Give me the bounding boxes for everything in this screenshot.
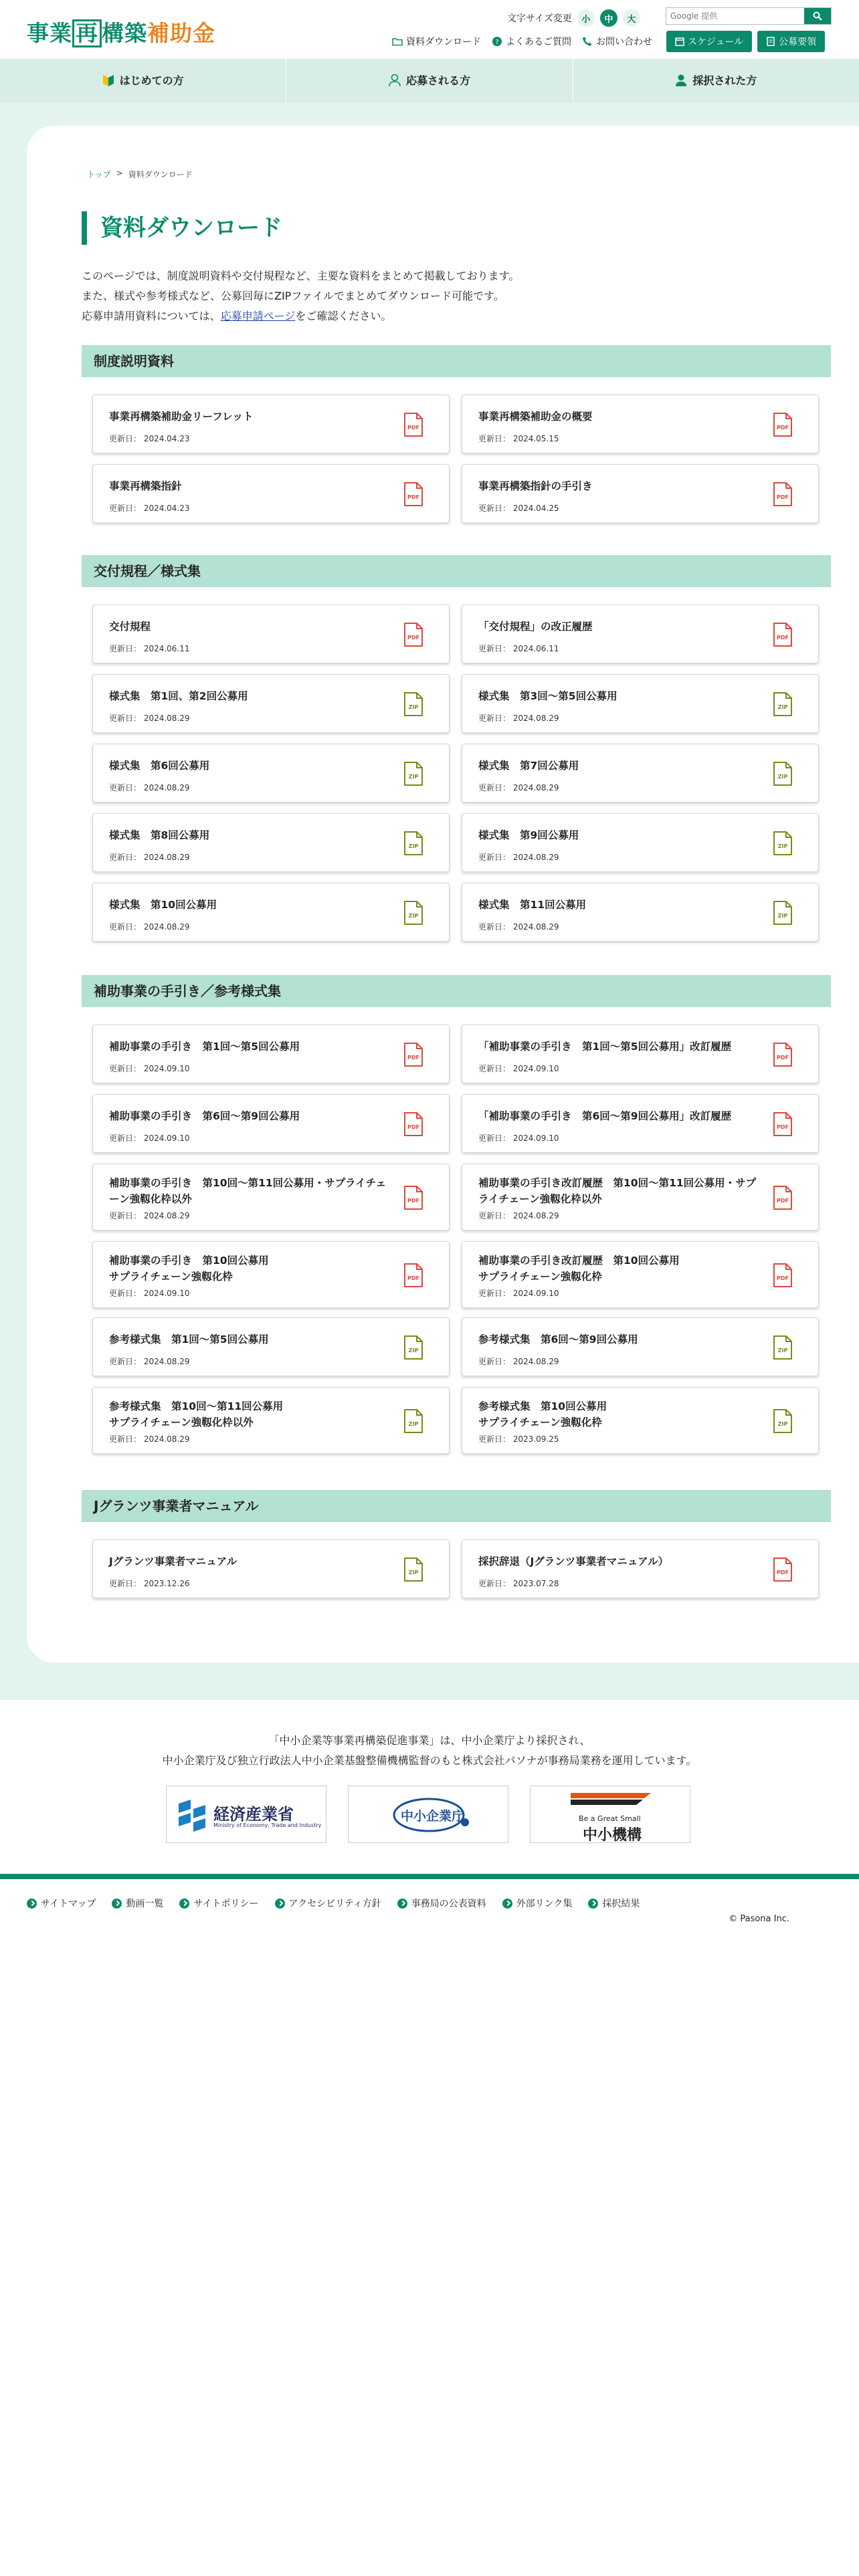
chevron-right-icon (112, 1899, 122, 1909)
footer-link[interactable] (588, 1897, 640, 1910)
file-type-label: ZIP (777, 774, 788, 780)
download-item-title: 様式集 第11回公募用 (478, 899, 587, 911)
download-item[interactable] (462, 1317, 819, 1376)
breadcrumb (87, 169, 193, 180)
download-item[interactable] (462, 883, 819, 942)
footer-divider (0, 1874, 859, 1879)
download-item-date: 更新日： 2023.09.25 (478, 1434, 559, 1444)
nav-item-adopted[interactable] (573, 59, 859, 101)
file-type-label: ZIP (408, 1570, 419, 1576)
file-type-label: ZIP (408, 704, 419, 710)
download-item-title: 補助事業の手引き 第6回～第9回公募用 (109, 1110, 300, 1122)
nav-item-label: はじめての方 (119, 74, 184, 87)
pdf-file-icon (773, 1263, 793, 1287)
download-item-title: 事業再構築補助金リーフレット (109, 411, 254, 423)
download-item[interactable] (92, 674, 450, 733)
smrj-logo-icon (571, 1792, 651, 1812)
download-item-date: 更新日： 2023.12.26 (109, 1579, 190, 1588)
download-item-date: 更新日： 2024.04.23 (109, 434, 190, 443)
question-icon (492, 36, 502, 47)
download-item-date: 更新日： 2024.08.29 (109, 1357, 190, 1366)
download-item[interactable] (462, 605, 819, 663)
zip-file-icon (773, 1409, 793, 1433)
intro-line-2: また、様式や参考様式など、公募回毎にZIPファイルでまとめてダウンロード可能です。 (82, 290, 504, 302)
download-item[interactable] (92, 1094, 450, 1153)
file-type-label: ZIP (777, 1421, 788, 1427)
download-item-title: 参考様式集 第6回～第9回公募用 (478, 1333, 638, 1346)
download-item-date: 更新日： 2024.08.29 (478, 714, 559, 723)
section-heading: Jグランツ事業者マニュアル (82, 1490, 831, 1522)
download-item[interactable] (462, 1025, 819, 1083)
pdf-file-icon (403, 1043, 423, 1067)
page-title: 資料ダウンロード (82, 211, 282, 245)
header-link-label: よくあるご質問 (506, 37, 571, 47)
file-type-label: ZIP (408, 913, 419, 919)
download-item-date: 更新日： 2024.06.11 (109, 644, 190, 653)
download-item[interactable] (92, 1387, 450, 1454)
apply-guidelines-label: 公募要領 (779, 37, 817, 47)
download-item-title: 交付規程 (109, 621, 151, 633)
download-item-title: 事業再構築指針の手引き (478, 480, 593, 492)
svg-text:?: ? (495, 39, 499, 46)
file-type-label: ZIP (777, 843, 788, 849)
font-size-large-button[interactable]: 大 (623, 9, 640, 27)
pdf-file-icon (403, 482, 423, 506)
chevron-right-icon (27, 1899, 37, 1909)
partner-logos (166, 1786, 690, 1843)
pdf-file-icon (773, 1043, 793, 1067)
section-heading: 補助事業の手引き／参考様式集 (82, 975, 831, 1007)
zip-file-icon (403, 1335, 423, 1360)
nav-item-applicants[interactable] (286, 59, 573, 101)
header-link-contact[interactable] (582, 35, 652, 48)
pdf-file-icon (773, 413, 793, 437)
file-type-label: PDF (407, 635, 419, 641)
nav-item-beginners[interactable] (0, 59, 286, 101)
download-item-title: 補助事業の手引き 第10回～第11回公募用・サプライチェーン強靱化枠以外 (109, 1177, 387, 1205)
footer-link[interactable] (397, 1897, 486, 1910)
file-type-label: ZIP (777, 1348, 788, 1354)
download-item-title: 補助事業の手引き改訂履歴 第10回～第11回公募用・サプライチェーン強靱化枠以外 (478, 1177, 757, 1205)
file-type-label: ZIP (777, 913, 788, 919)
header-link-faq[interactable] (492, 35, 571, 48)
download-item-date: 更新日： 2024.09.10 (478, 1064, 559, 1073)
breadcrumb-home-link[interactable]: トップ (87, 170, 111, 179)
phone-icon (582, 36, 593, 47)
intro-text (82, 266, 519, 326)
file-type-label: ZIP (408, 1421, 419, 1427)
file-type-label: PDF (777, 1055, 789, 1061)
file-type-label: PDF (777, 1570, 789, 1576)
chevron-right-icon (502, 1899, 512, 1909)
download-item-date: 更新日： 2023.07.28 (478, 1579, 559, 1588)
footer-link-label: 動画一覧 (126, 1899, 164, 1909)
download-item-date: 更新日： 2024.08.29 (478, 853, 559, 862)
search-input[interactable] (666, 8, 804, 24)
footer-link[interactable] (502, 1897, 573, 1910)
pdf-file-icon (773, 1112, 793, 1136)
chevron-right-icon (397, 1899, 407, 1909)
file-type-label: PDF (777, 494, 789, 500)
pdf-file-icon (403, 1186, 423, 1210)
download-item[interactable] (462, 744, 819, 802)
file-type-label: PDF (407, 494, 419, 500)
header-link-label: 資料ダウンロード (406, 37, 481, 47)
download-item[interactable] (92, 395, 450, 453)
zip-file-icon (403, 831, 423, 855)
pdf-file-icon (773, 1558, 793, 1582)
intro-line-3-post: をご確認ください。 (295, 310, 392, 322)
file-type-label: PDF (777, 1275, 789, 1281)
download-item-title: 補助事業の手引き 第1回～第5回公募用 (109, 1041, 300, 1053)
font-size-switcher (507, 9, 640, 27)
global-nav (0, 59, 859, 102)
download-item[interactable] (462, 1241, 819, 1308)
download-item-date: 更新日： 2024.09.10 (478, 1289, 559, 1298)
download-item-date: 更新日： 2024.09.10 (109, 1064, 190, 1073)
file-type-label: PDF (777, 1124, 789, 1130)
footer-link-label: 採択結果 (602, 1899, 640, 1909)
pdf-file-icon (773, 623, 793, 647)
user-icon (675, 74, 687, 87)
file-type-label: ZIP (408, 1348, 419, 1354)
pdf-file-icon (773, 482, 793, 506)
zip-file-icon (773, 901, 793, 925)
download-item[interactable] (462, 1387, 819, 1454)
download-item[interactable] (92, 813, 450, 872)
site-header (0, 0, 859, 59)
download-item-title: 事業再構築補助金の概要 (478, 411, 593, 423)
download-item-date: 更新日： 2024.08.29 (478, 1211, 559, 1220)
download-item[interactable] (92, 1164, 450, 1230)
download-item-title: 様式集 第3回～第5回公募用 (478, 690, 617, 702)
intro-line-3-pre: 応募申請用資料については、 (82, 310, 221, 322)
download-item-date: 更新日： 2024.04.23 (109, 504, 190, 513)
download-item-date: 更新日： 2024.09.10 (109, 1134, 190, 1143)
document-icon (766, 37, 775, 46)
download-item-date: 更新日： 2024.04.25 (478, 504, 559, 513)
font-size-small-button[interactable]: 小 (577, 9, 595, 27)
download-item-date: 更新日： 2024.08.29 (109, 853, 190, 862)
zip-file-icon (403, 1558, 423, 1582)
download-item-title: 様式集 第10回公募用 (109, 899, 217, 911)
download-item-title: 参考様式集 第10回公募用 サプライチェーン強靱化枠 (478, 1400, 607, 1428)
chevron-right-icon (275, 1899, 285, 1909)
smrj-logo-text: 中小機構 (583, 1827, 642, 1844)
breadcrumb-separator: > (116, 169, 123, 178)
zip-file-icon (403, 1409, 423, 1433)
calendar-icon (675, 37, 684, 46)
download-item[interactable] (92, 464, 450, 523)
zip-file-icon (773, 1335, 793, 1360)
download-item-date: 更新日： 2024.09.10 (478, 1134, 559, 1143)
nav-item-label: 応募される方 (405, 74, 470, 87)
footer-link[interactable] (275, 1897, 381, 1910)
file-type-label: PDF (407, 425, 419, 431)
download-item[interactable] (92, 1241, 450, 1308)
zip-file-icon (403, 901, 423, 925)
download-item[interactable] (92, 744, 450, 802)
download-item[interactable] (92, 1317, 450, 1376)
footer-link[interactable] (179, 1897, 258, 1910)
file-type-label: PDF (407, 1198, 419, 1204)
pdf-file-icon (773, 1186, 793, 1210)
logo-text-3: 補助金 (147, 20, 215, 46)
file-type-label: PDF (777, 425, 789, 431)
schedule-button-label: スケジュール (688, 37, 744, 47)
folder-icon (392, 36, 403, 47)
download-item-date: 更新日： 2024.08.29 (109, 783, 190, 792)
download-item[interactable] (92, 883, 450, 942)
header-buttons (666, 31, 825, 52)
chevron-right-icon (588, 1899, 598, 1909)
download-item-date: 更新日： 2024.08.29 (478, 783, 559, 792)
footer-link-label: 外部リンク集 (516, 1899, 573, 1909)
footer-notice (0, 1731, 859, 1771)
download-item[interactable] (462, 395, 819, 453)
copyright: © Pasona Inc. (729, 1914, 789, 1924)
download-item-date: 更新日： 2024.08.29 (109, 1211, 190, 1220)
file-type-label: PDF (777, 635, 789, 641)
footer-link[interactable] (27, 1897, 96, 1910)
chevron-right-icon (179, 1899, 189, 1909)
download-item-title: 様式集 第7回公募用 (478, 760, 579, 772)
download-item[interactable] (462, 1164, 819, 1230)
schedule-button[interactable] (666, 31, 752, 52)
zip-file-icon (773, 692, 793, 716)
pdf-file-icon (403, 413, 423, 437)
footer-link-label: アクセシビリティ方針 (288, 1899, 381, 1909)
download-item-date: 更新日： 2024.05.15 (478, 434, 559, 443)
header-links (392, 35, 652, 48)
logo-text-2: 構築 (102, 20, 147, 46)
footer-link-label: サイトマップ (41, 1899, 96, 1909)
download-item-date: 更新日： 2024.08.29 (478, 1357, 559, 1366)
download-item-title: 補助事業の手引き改訂履歴 第10回公募用 サプライチェーン強靱化枠 (478, 1255, 680, 1283)
sme-agency-logo-text: 中小企業庁 (401, 1809, 465, 1824)
download-item-date: 更新日： 2024.06.11 (478, 644, 559, 653)
download-item-title: 「補助事業の手引き 第1回～第5回公募用」改訂履歴 (478, 1041, 732, 1053)
download-item[interactable] (462, 464, 819, 523)
download-item-title: 参考様式集 第1回～第5回公募用 (109, 1333, 269, 1346)
download-item[interactable] (92, 605, 450, 663)
meti-logo-icon (176, 1798, 208, 1832)
meti-logo-subtext: Ministry of Economy, Trade and Industry (213, 1822, 322, 1828)
download-item-title: 様式集 第9回公募用 (478, 829, 579, 841)
application-page-link[interactable]: 応募申請ページ (220, 310, 296, 322)
zip-file-icon (403, 692, 423, 716)
file-type-label: PDF (407, 1124, 419, 1130)
search-box (666, 7, 832, 25)
search-button[interactable] (804, 8, 831, 24)
download-item-title: 様式集 第6回公募用 (109, 760, 210, 772)
download-item-date: 更新日： 2024.08.29 (109, 714, 190, 723)
download-item-title: 「補助事業の手引き 第6回～第9回公募用」改訂履歴 (478, 1110, 732, 1122)
file-type-label: PDF (407, 1275, 419, 1281)
site-logo[interactable] (27, 16, 215, 47)
download-item[interactable] (92, 1025, 450, 1083)
nav-item-label: 採択された方 (692, 74, 757, 87)
download-item-title: 採択辞退（Jグランツ事業者マニュアル） (478, 1555, 669, 1568)
user-outline-icon (389, 74, 401, 87)
section-heading: 制度説明資料 (82, 345, 831, 377)
download-item-title: 様式集 第1回、第2回公募用 (109, 690, 248, 702)
download-item[interactable] (462, 674, 819, 733)
zip-file-icon (773, 762, 793, 786)
header-link-label: お問い合わせ (596, 37, 652, 47)
footer-link-label: サイトポリシー (193, 1899, 259, 1909)
search-icon (813, 11, 822, 21)
footer-link[interactable] (112, 1897, 163, 1910)
footer-link-label: 事務局の公表資料 (411, 1899, 486, 1909)
pdf-file-icon (403, 623, 423, 647)
download-item-date: 更新日： 2024.08.29 (478, 922, 559, 932)
download-item[interactable] (462, 1539, 819, 1598)
sme-agency-logo-link[interactable] (348, 1786, 508, 1843)
meti-logo-text: 経済産業省 (213, 1805, 294, 1824)
footer-links (27, 1897, 640, 1910)
intro-line-3 (82, 306, 519, 326)
footer-notice-line-1: 「中小企業等事業再構築促進事業」は、中小企業庁より採択され、 (268, 1734, 591, 1747)
download-item-title: Jグランツ事業者マニュアル (109, 1555, 237, 1568)
download-item[interactable] (462, 1094, 819, 1153)
download-item-title: 参考様式集 第10回～第11回公募用 サプライチェーン強靱化枠以外 (109, 1400, 284, 1428)
smrj-logo-tagline: Be a Great Small (579, 1814, 641, 1823)
file-type-label: ZIP (408, 843, 419, 849)
download-item-title: 様式集 第8回公募用 (109, 829, 210, 841)
beginner-mark-icon (102, 74, 114, 87)
font-size-medium-button[interactable]: 中 (600, 9, 617, 27)
smrj-logo-link[interactable] (530, 1786, 690, 1843)
file-type-label: PDF (407, 1055, 419, 1061)
footer-notice-line-2: 中小企業庁及び独立行政法人中小企業基盤整備機構監督のもと株式会社パソナが事務局業務を運用しています。 (162, 1754, 697, 1767)
download-item[interactable] (462, 813, 819, 872)
zip-file-icon (773, 831, 793, 855)
file-type-label: ZIP (408, 774, 419, 780)
download-item-date: 更新日： 2024.08.29 (109, 1434, 190, 1444)
apply-guidelines-button[interactable] (757, 31, 825, 52)
meti-logo-link[interactable] (166, 1786, 326, 1843)
download-item-date: 更新日： 2024.09.10 (109, 1289, 190, 1298)
download-item-title: 「交付規程」の改正履歴 (478, 621, 593, 633)
zip-file-icon (403, 762, 423, 786)
logo-text-1: 事業 (27, 20, 72, 46)
header-link-downloads[interactable] (392, 35, 481, 48)
file-type-label: PDF (777, 1198, 789, 1204)
file-type-label: ZIP (777, 704, 788, 710)
download-item-title: 事業再構築指針 (109, 480, 182, 492)
intro-line-1: このページでは、制度説明資料や交付規程など、主要な資料をまとめて掲載しております。 (82, 270, 520, 282)
breadcrumb-current: 資料ダウンロード (128, 170, 193, 179)
pdf-file-icon (403, 1263, 423, 1287)
download-item-date: 更新日： 2024.08.29 (109, 922, 190, 932)
font-size-label: 文字サイズ変更 (507, 13, 572, 24)
pdf-file-icon (403, 1112, 423, 1136)
logo-text-box: 再 (72, 19, 102, 47)
section-heading: 交付規程／様式集 (82, 555, 831, 587)
download-item[interactable] (92, 1539, 450, 1598)
download-item-title: 補助事業の手引き 第10回公募用 サプライチェーン強靱化枠 (109, 1255, 269, 1283)
